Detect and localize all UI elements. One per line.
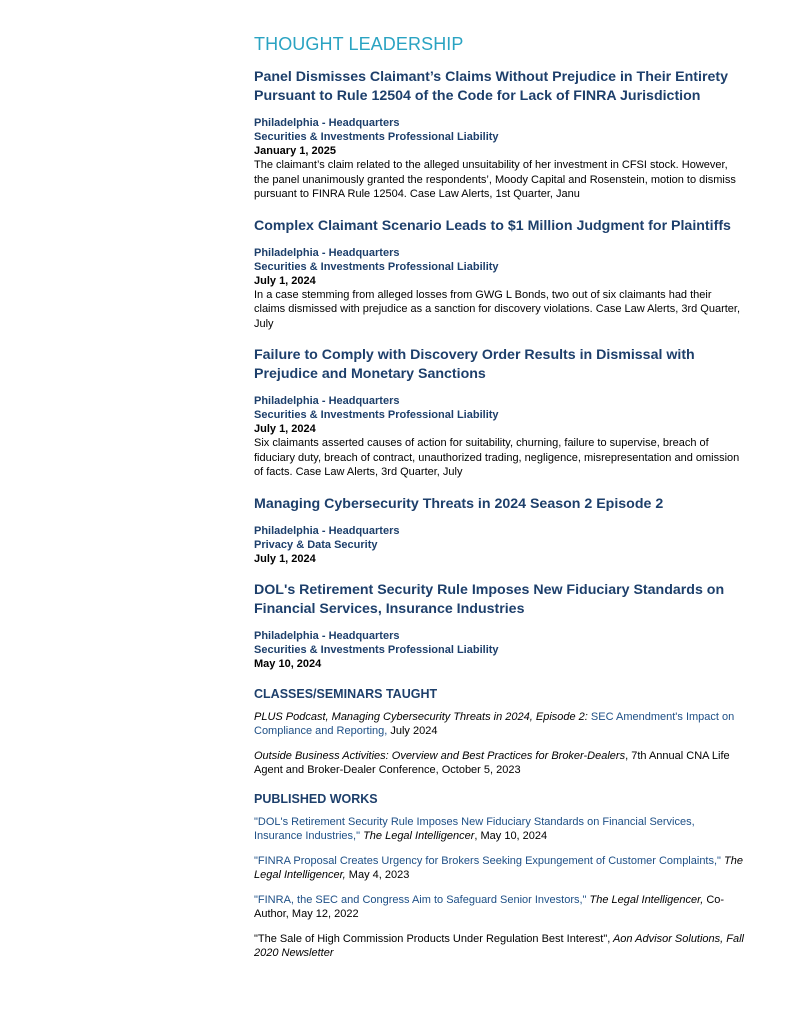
article-office: Philadelphia - Headquarters [254, 629, 400, 642]
class-item [254, 749, 744, 778]
article-date: July 1, 2024 [254, 552, 316, 565]
article-title-link[interactable]: Panel Dismisses Claimant’s Claims Without Prejudice in Their Entirety Pursuant to Rule 12504 of the Code for Lack of FINRA Jurisdiction [254, 69, 728, 104]
article-title-link[interactable]: Complex Claimant Scenario Leads to $1 Million Judgment for Plaintiffs [254, 217, 731, 234]
published-details: Co-Author, May 12, 2022 [254, 893, 725, 920]
article-date: July 1, 2024 [254, 423, 316, 435]
class-title: PLUS Podcast, Managing Cybersecurity Threats in 2024, Episode 2: [254, 710, 588, 723]
class-title: Outside Business Activities: Overview and Best Practices for Broker-Dealers [254, 749, 626, 762]
article-summary: Six claimants asserted causes of action for suitability, churning, failure to supervise, breach of fiduciary duty, breach of contract, unauthorized trading, negligence, misrepresentation and omission of facts. Case Law Alerts, 3rd Quarter, July [254, 437, 740, 478]
published-link[interactable]: "FINRA Proposal Creates Urgency for Brokers Seeking Expungement of Customer Complaints," [254, 854, 721, 867]
article-date: July 1, 2024 [254, 274, 316, 287]
section-heading: THOUGHT LEADERSHIP [254, 34, 464, 54]
published-link[interactable]: "FINRA, the SEC and Congress Aim to Safeguard Senior Investors," [254, 893, 587, 906]
article-date: May 10, 2024 [254, 657, 322, 670]
published-item [254, 893, 744, 922]
article-item [254, 217, 744, 332]
article-office: Philadelphia - Headquarters [254, 395, 400, 407]
published-heading: PUBLISHED WORKS [254, 791, 378, 806]
article-office: Philadelphia - Headquarters [254, 524, 400, 537]
article-practice: Securities & Investments Professional Liability [254, 260, 499, 273]
article-practice: Securities & Investments Professional Liability [254, 409, 499, 421]
published-details: , May 10, 2024 [474, 830, 548, 842]
article-item [254, 346, 744, 480]
article-title-link[interactable]: DOL's Retirement Security Rule Imposes New Fiduciary Standards on Financial Services, Insurance Industries [254, 581, 725, 617]
class-details: , 7th Annual CNA Life Agent and Broker-Dealer Conference, October 5, 2023 [254, 749, 730, 776]
article-item [254, 495, 744, 566]
classes-heading: CLASSES/SEMINARS TAUGHT [254, 686, 438, 701]
publication-name: Aon Advisor Solutions, Fall 2020 Newsletter [254, 932, 745, 959]
class-link[interactable]: SEC Amendment's Impact on Compliance and Reporting, [254, 710, 735, 737]
published-item [254, 854, 744, 883]
thought-leadership-page [254, 34, 744, 971]
article-item [254, 581, 744, 671]
article-summary: In a case stemming from alleged losses from GWG L Bonds, two out of six claimants had their claims dismissed with prejudice as a sanction for discovery violations. Case Law Alerts, 3rd Quarter, July [254, 288, 741, 330]
article-office: Philadelphia - Headquarters [254, 246, 400, 259]
article-title-link[interactable]: Managing Cybersecurity Threats in 2024 Season 2 Episode 2 [254, 495, 664, 512]
article-practice: Securities & Investments Professional Liability [254, 131, 499, 143]
article-summary: The claimant’s claim related to the alleged unsuitability of her investment in CFSI stock. However, the panel unanimously granted the respondents’, Moody Capital and Rosenstein, motion to dismiss pursuant to FINRA Rule 12504. Case Law Alerts, 1st Quarter, Janu [254, 159, 736, 200]
class-details: July 2024 [387, 725, 438, 737]
published-item [254, 815, 744, 844]
article-date: January 1, 2025 [254, 145, 336, 157]
article-title-link[interactable]: Failure to Comply with Discovery Order Results in Dismissal with Prejudice and Monetary Sanctions [254, 347, 695, 382]
article-item [254, 68, 744, 202]
publication-name: The Legal Intelligencer [360, 830, 475, 842]
published-title: "The Sale of High Commission Products Under Regulation Best Interest", [254, 932, 611, 945]
publication-name: The Legal Intelligencer, [254, 854, 743, 881]
published-item [254, 932, 744, 961]
article-office: Philadelphia - Headquarters [254, 117, 400, 129]
published-link[interactable]: "DOL's Retirement Security Rule Imposes New Fiduciary Standards on Financial Services, Insurance Industries," [254, 815, 695, 842]
class-item [254, 710, 744, 739]
article-practice: Privacy & Data Security [254, 538, 378, 551]
article-practice: Securities & Investments Professional Liability [254, 643, 499, 656]
published-details: May 4, 2023 [345, 869, 410, 881]
publication-name: The Legal Intelligencer, [586, 893, 704, 906]
